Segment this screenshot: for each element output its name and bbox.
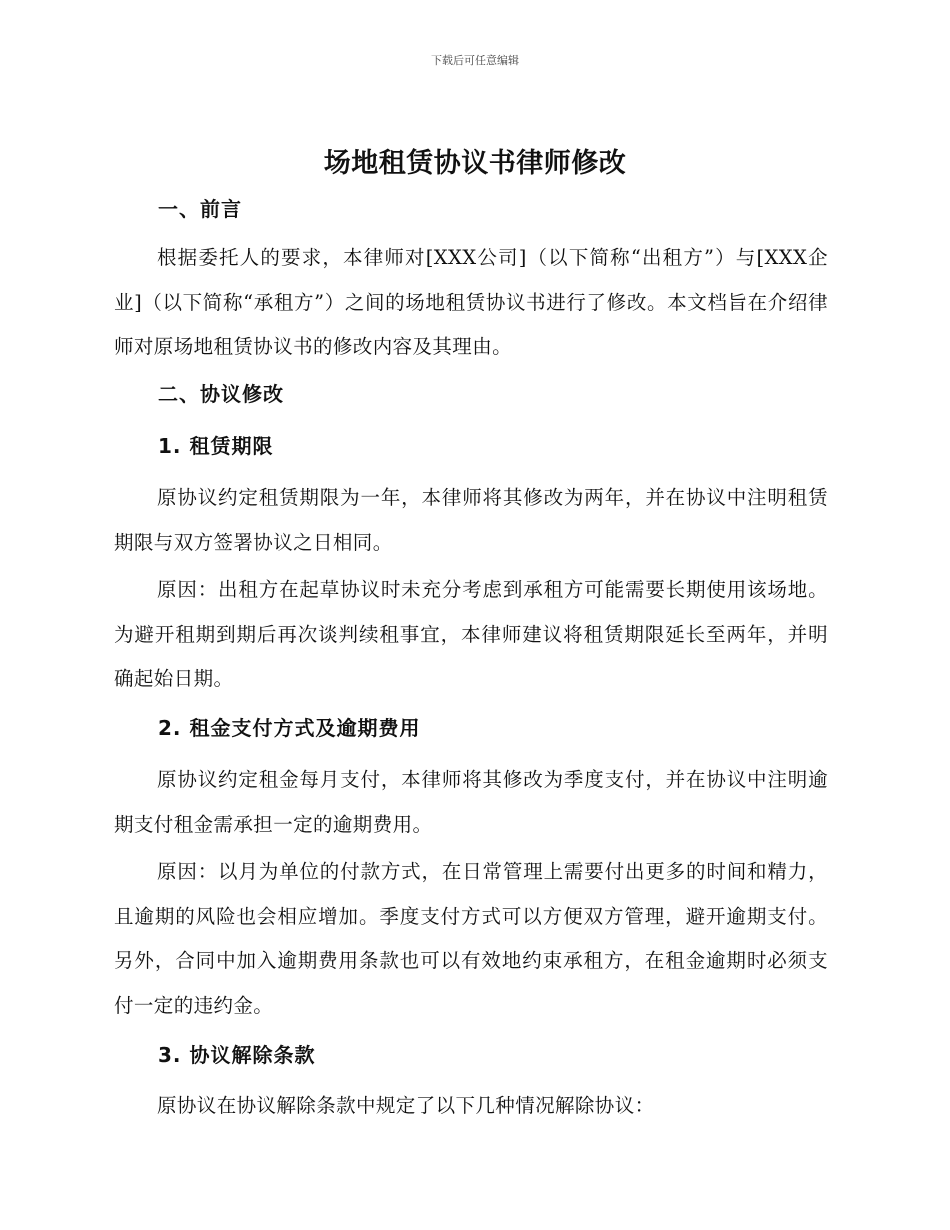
header-note: 下载后可任意编辑 <box>431 54 519 67</box>
subheading-lease-term: 1. 租赁期限 <box>158 434 274 458</box>
lease-term-paragraph: 原协议约定租赁期限为一年，本律师将其修改为两年，并在协议中注明租赁期限与双方签署协议之日相同。 <box>114 486 828 554</box>
section-heading-preface: 一、前言 <box>158 197 242 221</box>
subheading-termination: 3. 协议解除条款 <box>158 1043 316 1067</box>
section-heading-revisions: 二、协议修改 <box>158 382 284 406</box>
rent-payment-paragraph: 原协议约定租金每月支付，本律师将其修改为季度支付，并在协议中注明逾期支付租金需承担一定的逾期费用。 <box>114 768 828 836</box>
preface-paragraph: 根据委托人的要求，本律师对[XXX公司]（以下简称“出租方”）与[XXX企业]（以下简称“承租方”）之间的场地租赁协议书进行了修改。本文档旨在介绍律师对原场地租赁协议书的修改内容及其理由。 <box>114 246 828 358</box>
rent-payment-reason-paragraph: 原因：以月为单位的付款方式，在日常管理上需要付出更多的时间和精力，且逾期的风险也会相应增加。季度支付方式可以方便双方管理，避开逾期支付。另外，合同中加入逾期费用条款也可以有效地约束承租方，在租金逾期时必须支付一定的违约金。 <box>114 860 828 1017</box>
document-title: 场地租赁协议书律师修改 <box>323 148 627 179</box>
termination-paragraph: 原协议在协议解除条款中规定了以下几种情况解除协议： <box>157 1094 655 1117</box>
subheading-rent-payment: 2. 租金支付方式及逾期费用 <box>158 716 421 740</box>
lease-term-reason-paragraph: 原因：出租方在起草协议时未充分考虑到承租方可能需要长期使用该场地。为避开租期到期后再次谈判续租事宜，本律师建议将租赁期限延长至两年，并明确起始日期。 <box>114 578 828 690</box>
